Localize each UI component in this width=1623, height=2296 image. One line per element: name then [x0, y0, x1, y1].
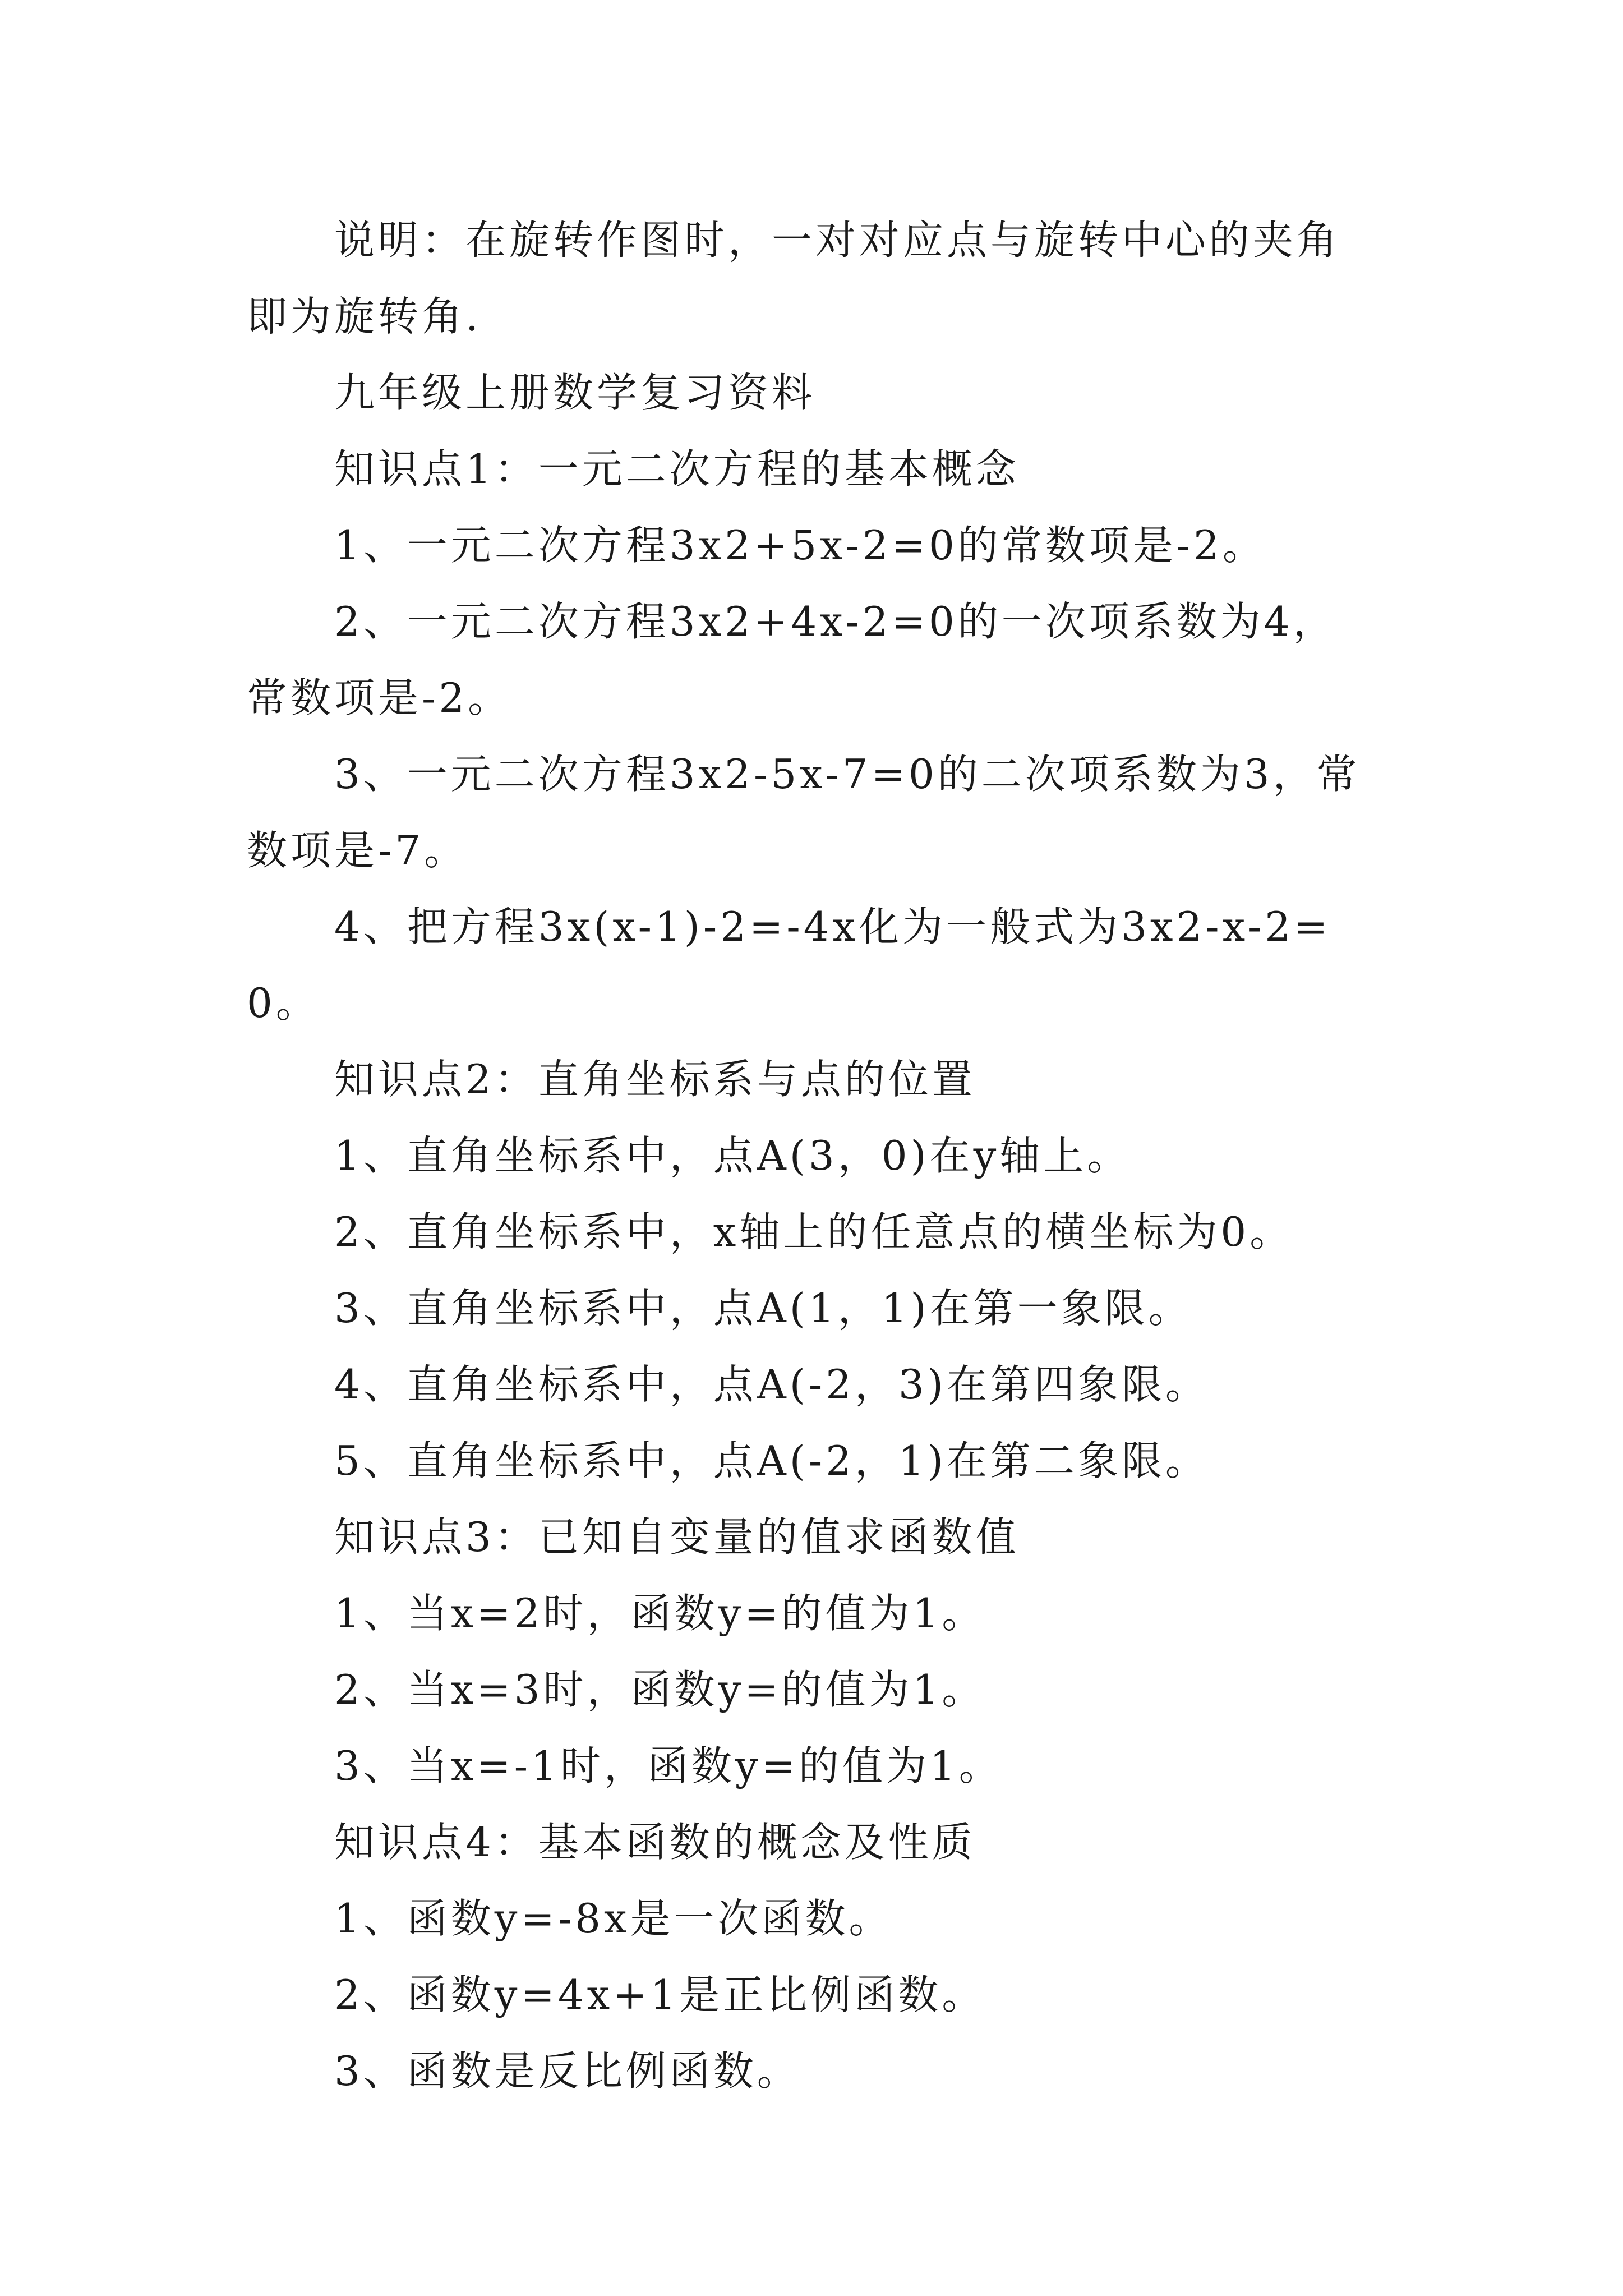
list-item: 1、一元二次方程3x2+5x-2=0的常数项是-2。	[334, 522, 1266, 569]
list-item: 4、把方程3x(x-1)-2=-4x化为一般式为3x2-x-2=0。	[247, 903, 1331, 1027]
section-heading-1: 知识点1：一元二次方程的基本概念	[334, 445, 1020, 493]
list-item: 3、直角坐标系中，点A(1，1)在第一象限。	[334, 1285, 1192, 1332]
document-body	[247, 202, 1380, 2109]
section-heading-3: 知识点3：已知自变量的值求函数值	[334, 1513, 1020, 1561]
list-item: 4、直角坐标系中，点A(-2，3)在第四象限。	[334, 1361, 1209, 1408]
list-item: 2、一元二次方程3x2+4x-2=0的一次项系数为4，常数项是-2。	[247, 598, 1337, 721]
list-item: 2、当x=3时，函数y=的值为1。	[334, 1666, 986, 1713]
list-item: 1、当x=2时，函数y=的值为1。	[334, 1590, 986, 1637]
list-item: 3、一元二次方程3x2-5x-7=0的二次项系数为3，常数项是-7。	[247, 751, 1361, 874]
paragraph-rotation-note: 说明：在旋转作图时，一对对应点与旋转中心的夹角即为旋转角.	[247, 217, 1341, 340]
list-item: 2、直角坐标系中，x轴上的任意点的横坐标为0。	[334, 1208, 1294, 1255]
list-item: 5、直角坐标系中，点A(-2，1)在第二象限。	[334, 1437, 1209, 1484]
section-heading-2: 知识点2：直角坐标系与点的位置	[334, 1056, 976, 1103]
list-item: 2、函数y=4x+1是正比例函数。	[334, 1971, 986, 2018]
list-item: 1、直角坐标系中，点A(3，0)在y轴上。	[334, 1132, 1131, 1179]
list-item: 1、函数y=-8x是一次函数。	[334, 1895, 893, 1942]
list-item: 3、函数是反比例函数。	[334, 2047, 801, 2095]
section-heading-4: 知识点4：基本函数的概念及性质	[334, 1819, 976, 1866]
list-item: 3、当x=-1时，函数y=的值为1。	[334, 1742, 1003, 1789]
document-heading: 九年级上册数学复习资料	[334, 369, 816, 416]
